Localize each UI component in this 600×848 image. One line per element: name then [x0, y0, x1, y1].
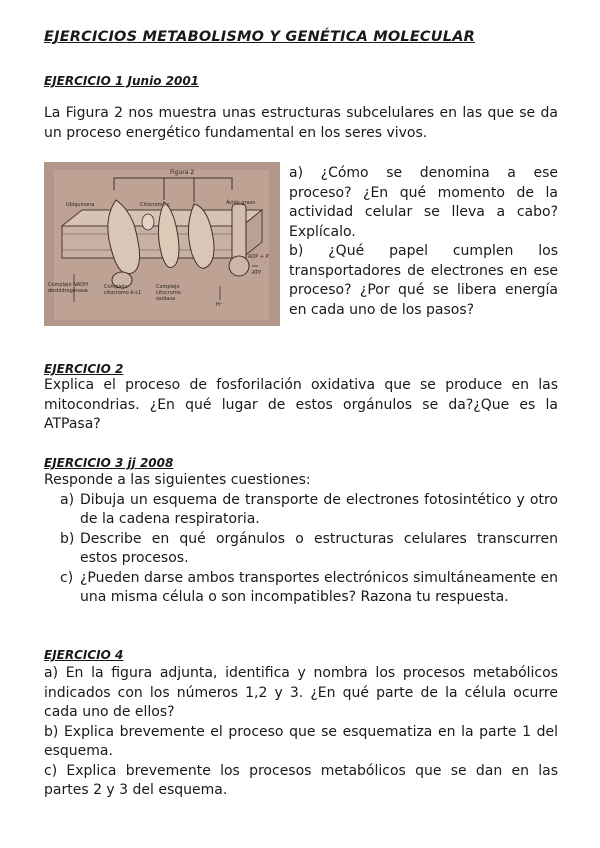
exercise-3-item-a-text: Dibuja un esquema de transporte de electrones fotosintético y otro de la cadena respiratoria.	[80, 491, 558, 527]
exercise-1-intro	[44, 104, 558, 143]
exercise-3-item-c-mark: c)	[60, 569, 74, 586]
exercise-1-intro-text: La Figura 2 nos muestra unas estructuras subcelulares en las que se da un proceso energético fundamental en los seres vivos.	[44, 105, 558, 141]
complex-2-label: Complejo citocromo b-c1	[104, 284, 142, 296]
exercise-3-item-c	[44, 569, 558, 608]
exercise-3-item-b	[44, 530, 558, 569]
figure-title-label: Figura 2	[170, 169, 195, 176]
document-title: EJERCICIOS METABOLISMO Y GENÉTICA MOLECULAR	[44, 29, 475, 45]
exercise-4-heading: EJERCICIO 4	[44, 648, 124, 662]
exercise-1-question-b: b) ¿Qué papel cumplen los transportadores de electrones en ese proceso? ¿Por qué se libera energía en cada uno de los pasos?	[289, 243, 558, 318]
complex-1-label: Complejo NADH deshidrogenasa	[48, 282, 88, 294]
exercise-3-item-b-text: Describe en qué orgánulos o estructuras celulares transcurren estos procesos.	[80, 530, 558, 566]
exercise-3-item-c-text: ¿Pueden darse ambos transportes electrónicos simultáneamente en una misma célula o son incompatibles? Razona tu respuesta.	[80, 569, 558, 605]
figure-2-diagram	[44, 162, 280, 326]
exercise-4-question-b: b) Explica brevemente el proceso que se esquematiza en la parte 1 del esquema.	[44, 723, 558, 759]
ubiquinone-label: Ubiquinona	[66, 202, 95, 208]
exercise-3-intro: Responde a las siguientes cuestiones:	[44, 472, 311, 488]
exercise-4-question-c: c) Explica brevemente los procesos metabólicos que se dan en las partes 2 y 3 del esquema.	[44, 762, 558, 798]
exercise-2-text: Explica el proceso de fosforilación oxidativa que se produce en las mitocondrias. ¿En qué lugar de estos orgánulos se da?¿Que es la ATPasa?	[44, 377, 558, 432]
exercise-4-question-a: a) En la figura adjunta, identifica y nombra los procesos metabólicos indicados con los números 1,2 y 3. ¿En qué parte de la célula ocurre cada uno de ellos?	[44, 665, 558, 720]
exercise-2-body	[44, 376, 558, 435]
exercise-3-item-a-mark: a)	[60, 491, 75, 508]
exercise-3-body	[44, 471, 558, 608]
fatty-acid-label: Ácido graso	[226, 200, 256, 206]
complex-3-label: Complejo citocromo oxidasa	[156, 284, 181, 302]
cytochrome-c-label: Citocromo c	[140, 202, 170, 208]
exercise-1-question-a: a) ¿Cómo se denomina a ese proceso? ¿En qué momento de la actividad celular se lleva a cabo? Explícalo.	[289, 165, 558, 240]
exercise-3-heading: EJERCICIO 3 jj 2008	[44, 456, 174, 470]
exercise-1-heading: EJERCICIO 1 Junio 2001	[44, 74, 200, 88]
atp-label: ATP	[252, 270, 262, 276]
exercise-1-questions	[289, 164, 558, 320]
exercise-2-heading: EJERCICIO 2	[44, 362, 124, 376]
exercise-3-item-a	[44, 491, 558, 530]
figure-2-image	[44, 162, 280, 326]
adp-label: ADP + P	[248, 254, 269, 260]
exercise-3-item-b-mark: b)	[60, 530, 75, 547]
h-plus-label: H⁺	[216, 302, 223, 308]
exercise-4-body	[44, 664, 558, 801]
